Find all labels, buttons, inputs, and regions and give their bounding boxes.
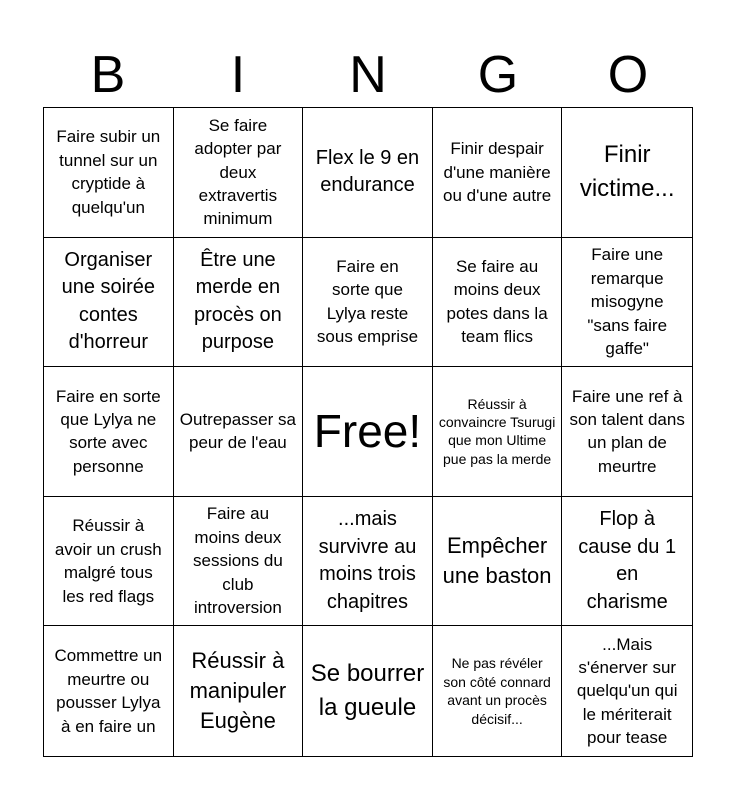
cell-text: ...mais survivre au moins trois chapitres <box>318 507 417 613</box>
cell-text: Ne pas révéler son côté connard avant un procès décisif... <box>443 655 551 727</box>
cell-text: ...Mais s'énerver sur quelqu'un qui le mériterait pour tease <box>576 634 678 748</box>
bingo-cell-r5c3[interactable] <box>303 626 433 756</box>
bingo-cell-r4c5[interactable] <box>562 497 692 627</box>
cell-text: Faire en sorte que Lylya reste sous emprise <box>316 256 419 347</box>
cell-text: Flex le 9 en endurance <box>315 146 420 197</box>
bingo-cell-r5c2[interactable] <box>174 626 304 756</box>
bingo-header <box>43 44 693 106</box>
bingo-cell-r1c1[interactable] <box>44 108 174 238</box>
bingo-cell-r2c1[interactable] <box>44 238 174 368</box>
bingo-cell-r3c2[interactable] <box>174 367 304 497</box>
cell-text: Réussir à convaincre Tsurugi que mon Ultime pue pas la merde <box>438 395 556 467</box>
cell-text: Être une merde en procès on purpose <box>193 248 282 354</box>
bingo-cell-r2c2[interactable] <box>174 238 304 368</box>
cell-text: Finir despair d'une manière ou d'une autre <box>443 139 552 206</box>
bingo-cell-r3c4[interactable] <box>433 367 563 497</box>
bingo-cell-r5c1[interactable] <box>44 626 174 756</box>
bingo-cell-r4c3[interactable] <box>303 497 433 627</box>
bingo-grid <box>43 107 693 757</box>
bingo-cell-r4c2[interactable] <box>174 497 304 627</box>
cell-text: Faire une remarque misogyne "sans faire gaffe" <box>587 245 668 359</box>
bingo-cell-r1c3[interactable] <box>303 108 433 238</box>
cell-text: Flop à cause du 1 en charisme <box>578 507 677 613</box>
cell-text: Organiser une soirée contes d'horreur <box>61 248 155 354</box>
bingo-cell-free[interactable] <box>303 367 433 497</box>
header-letter-i: I <box>230 46 246 104</box>
bingo-cell-r3c1[interactable] <box>44 367 174 497</box>
header-letter-o: O <box>607 46 649 104</box>
bingo-cell-r5c4[interactable] <box>433 626 563 756</box>
header-letter-n: N <box>349 46 387 104</box>
bingo-cell-r1c2[interactable] <box>174 108 304 238</box>
free-space-text: Free! <box>313 404 422 457</box>
cell-text: Outrepasser sa peur de l'eau <box>179 410 296 453</box>
bingo-cell-r4c4[interactable] <box>433 497 563 627</box>
cell-text: Réussir à manipuler Eugène <box>189 648 287 734</box>
bingo-cell-r3c5[interactable] <box>562 367 692 497</box>
cell-text: Faire au moins deux sessions du club introversion <box>193 504 283 618</box>
cell-text: Se bourrer la gueule <box>310 660 425 722</box>
cell-text: Faire une ref à son talent dans un plan de meurtre <box>569 386 685 476</box>
header-letter-b: B <box>90 46 126 104</box>
bingo-cell-r2c4[interactable] <box>433 238 563 368</box>
bingo-cell-r1c5[interactable] <box>562 108 692 238</box>
bingo-cell-r4c1[interactable] <box>44 497 174 627</box>
cell-text: Se faire adopter par deux extravertis minimum <box>194 115 282 229</box>
cell-text: Se faire au moins deux potes dans la team flics <box>446 256 548 347</box>
cell-text: Finir victime... <box>579 141 675 203</box>
cell-text: Empêcher une baston <box>442 533 552 589</box>
header-letter-g: G <box>477 46 519 104</box>
cell-text: Commettre un meurtre ou pousser Lylya à en faire un <box>54 646 163 736</box>
cell-text: Réussir à avoir un crush malgré tous les red flags <box>54 516 162 606</box>
bingo-cell-r2c5[interactable] <box>562 238 692 368</box>
cell-text: Faire en sorte que Lylya ne sorte avec personne <box>55 386 161 476</box>
cell-text: Faire subir un tunnel sur un cryptide à quelqu'un <box>56 127 161 217</box>
bingo-cell-r1c4[interactable] <box>433 108 563 238</box>
bingo-cell-r5c5[interactable] <box>562 626 692 756</box>
bingo-cell-r2c3[interactable] <box>303 238 433 368</box>
